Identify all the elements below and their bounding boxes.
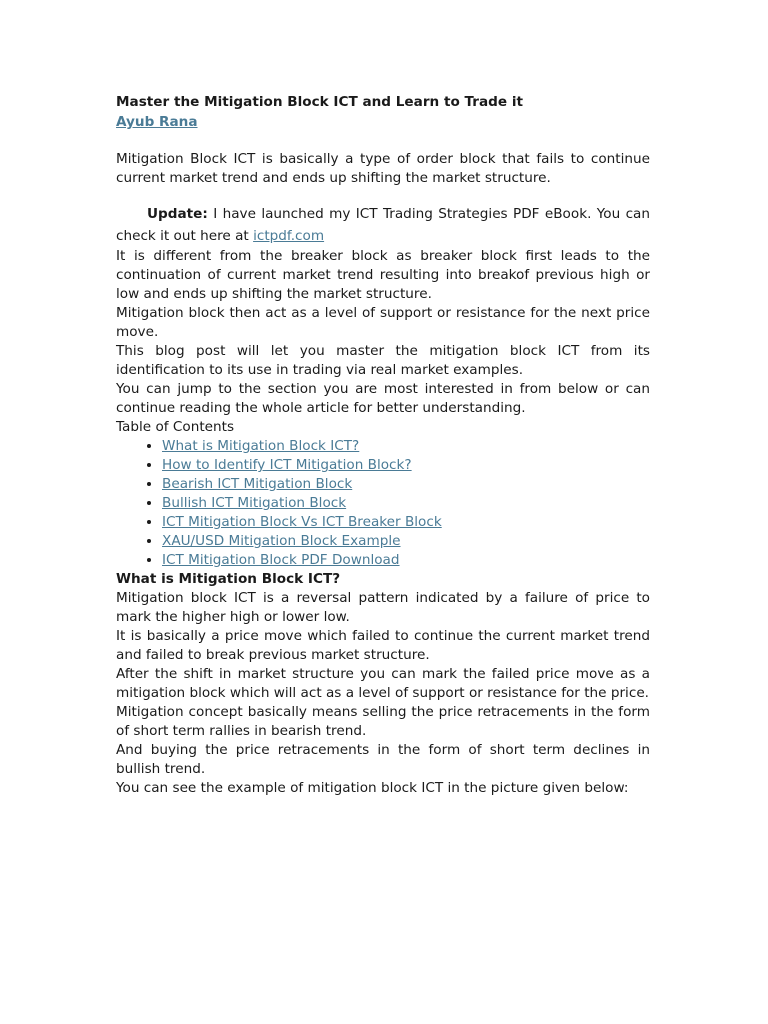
- toc-link[interactable]: XAU/USD Mitigation Block Example: [162, 533, 401, 549]
- toc-label: Table of Contents: [116, 419, 235, 435]
- table-of-contents: [116, 437, 650, 570]
- toc-item: [162, 494, 650, 513]
- toc-item: [162, 532, 650, 551]
- toc-item: [162, 456, 650, 475]
- paragraph: Mitigation concept basically means selling the price retracements in the form of short term rallies in bearish trend.: [116, 704, 650, 739]
- toc-link[interactable]: What is Mitigation Block ICT?: [162, 438, 360, 454]
- toc-link[interactable]: Bullish ICT Mitigation Block: [162, 495, 347, 511]
- intro-paragraph: Mitigation Block ICT is basically a type of order block that fails to continue current market trend and ends up shifting the market structure.: [116, 151, 650, 186]
- paragraph: You can see the example of mitigation block ICT in the picture given below:: [116, 780, 629, 796]
- paragraph: Mitigation block then act as a level of support or resistance for the next price move.: [116, 305, 650, 340]
- toc-item: [162, 475, 650, 494]
- toc-link[interactable]: ICT Mitigation Block Vs ICT Breaker Block: [162, 514, 442, 530]
- update-label: Update:: [147, 206, 208, 222]
- paragraph: It is basically a price move which failed to continue the current market trend and failed to break previous market structure.: [116, 628, 650, 663]
- update-paragraph: [116, 203, 650, 247]
- paragraph: You can jump to the section you are most interested in from below or can continue reading the whole article for better understanding.: [116, 381, 650, 416]
- paragraph: Mitigation block ICT is a reversal pattern indicated by a failure of price to mark the higher high or lower low.: [116, 590, 650, 625]
- ictpdf-link[interactable]: ictpdf.com: [253, 228, 325, 244]
- paragraph: And buying the price retracements in the form of short term declines in bullish trend.: [116, 742, 650, 777]
- toc-item: [162, 437, 650, 456]
- toc-item: [162, 551, 650, 570]
- paragraph: This blog post will let you master the mitigation block ICT from its identification to its use in trading via real market examples.: [116, 343, 650, 378]
- update-text: I have launched my ICT Trading Strategies PDF eBook. You can check it out here at: [116, 206, 650, 244]
- toc-item: [162, 513, 650, 532]
- paragraph: After the shift in market structure you can mark the failed price move as a mitigation block which will act as a level of support or resistance for the price.: [116, 666, 650, 701]
- paragraph: It is different from the breaker block as breaker block first leads to the continuation of current market trend resulting into breakof previous high or low and ends up shifting the market structure.: [116, 248, 650, 302]
- toc-link[interactable]: ICT Mitigation Block PDF Download: [162, 552, 400, 568]
- toc-link[interactable]: Bearish ICT Mitigation Block: [162, 476, 353, 492]
- article: [116, 92, 650, 798]
- toc-link[interactable]: How to Identify ICT Mitigation Block?: [162, 457, 412, 473]
- section-heading: What is Mitigation Block ICT?: [116, 571, 341, 587]
- article-title: Master the Mitigation Block ICT and Learn to Trade it: [116, 94, 524, 110]
- author-link[interactable]: Ayub Rana: [116, 114, 198, 130]
